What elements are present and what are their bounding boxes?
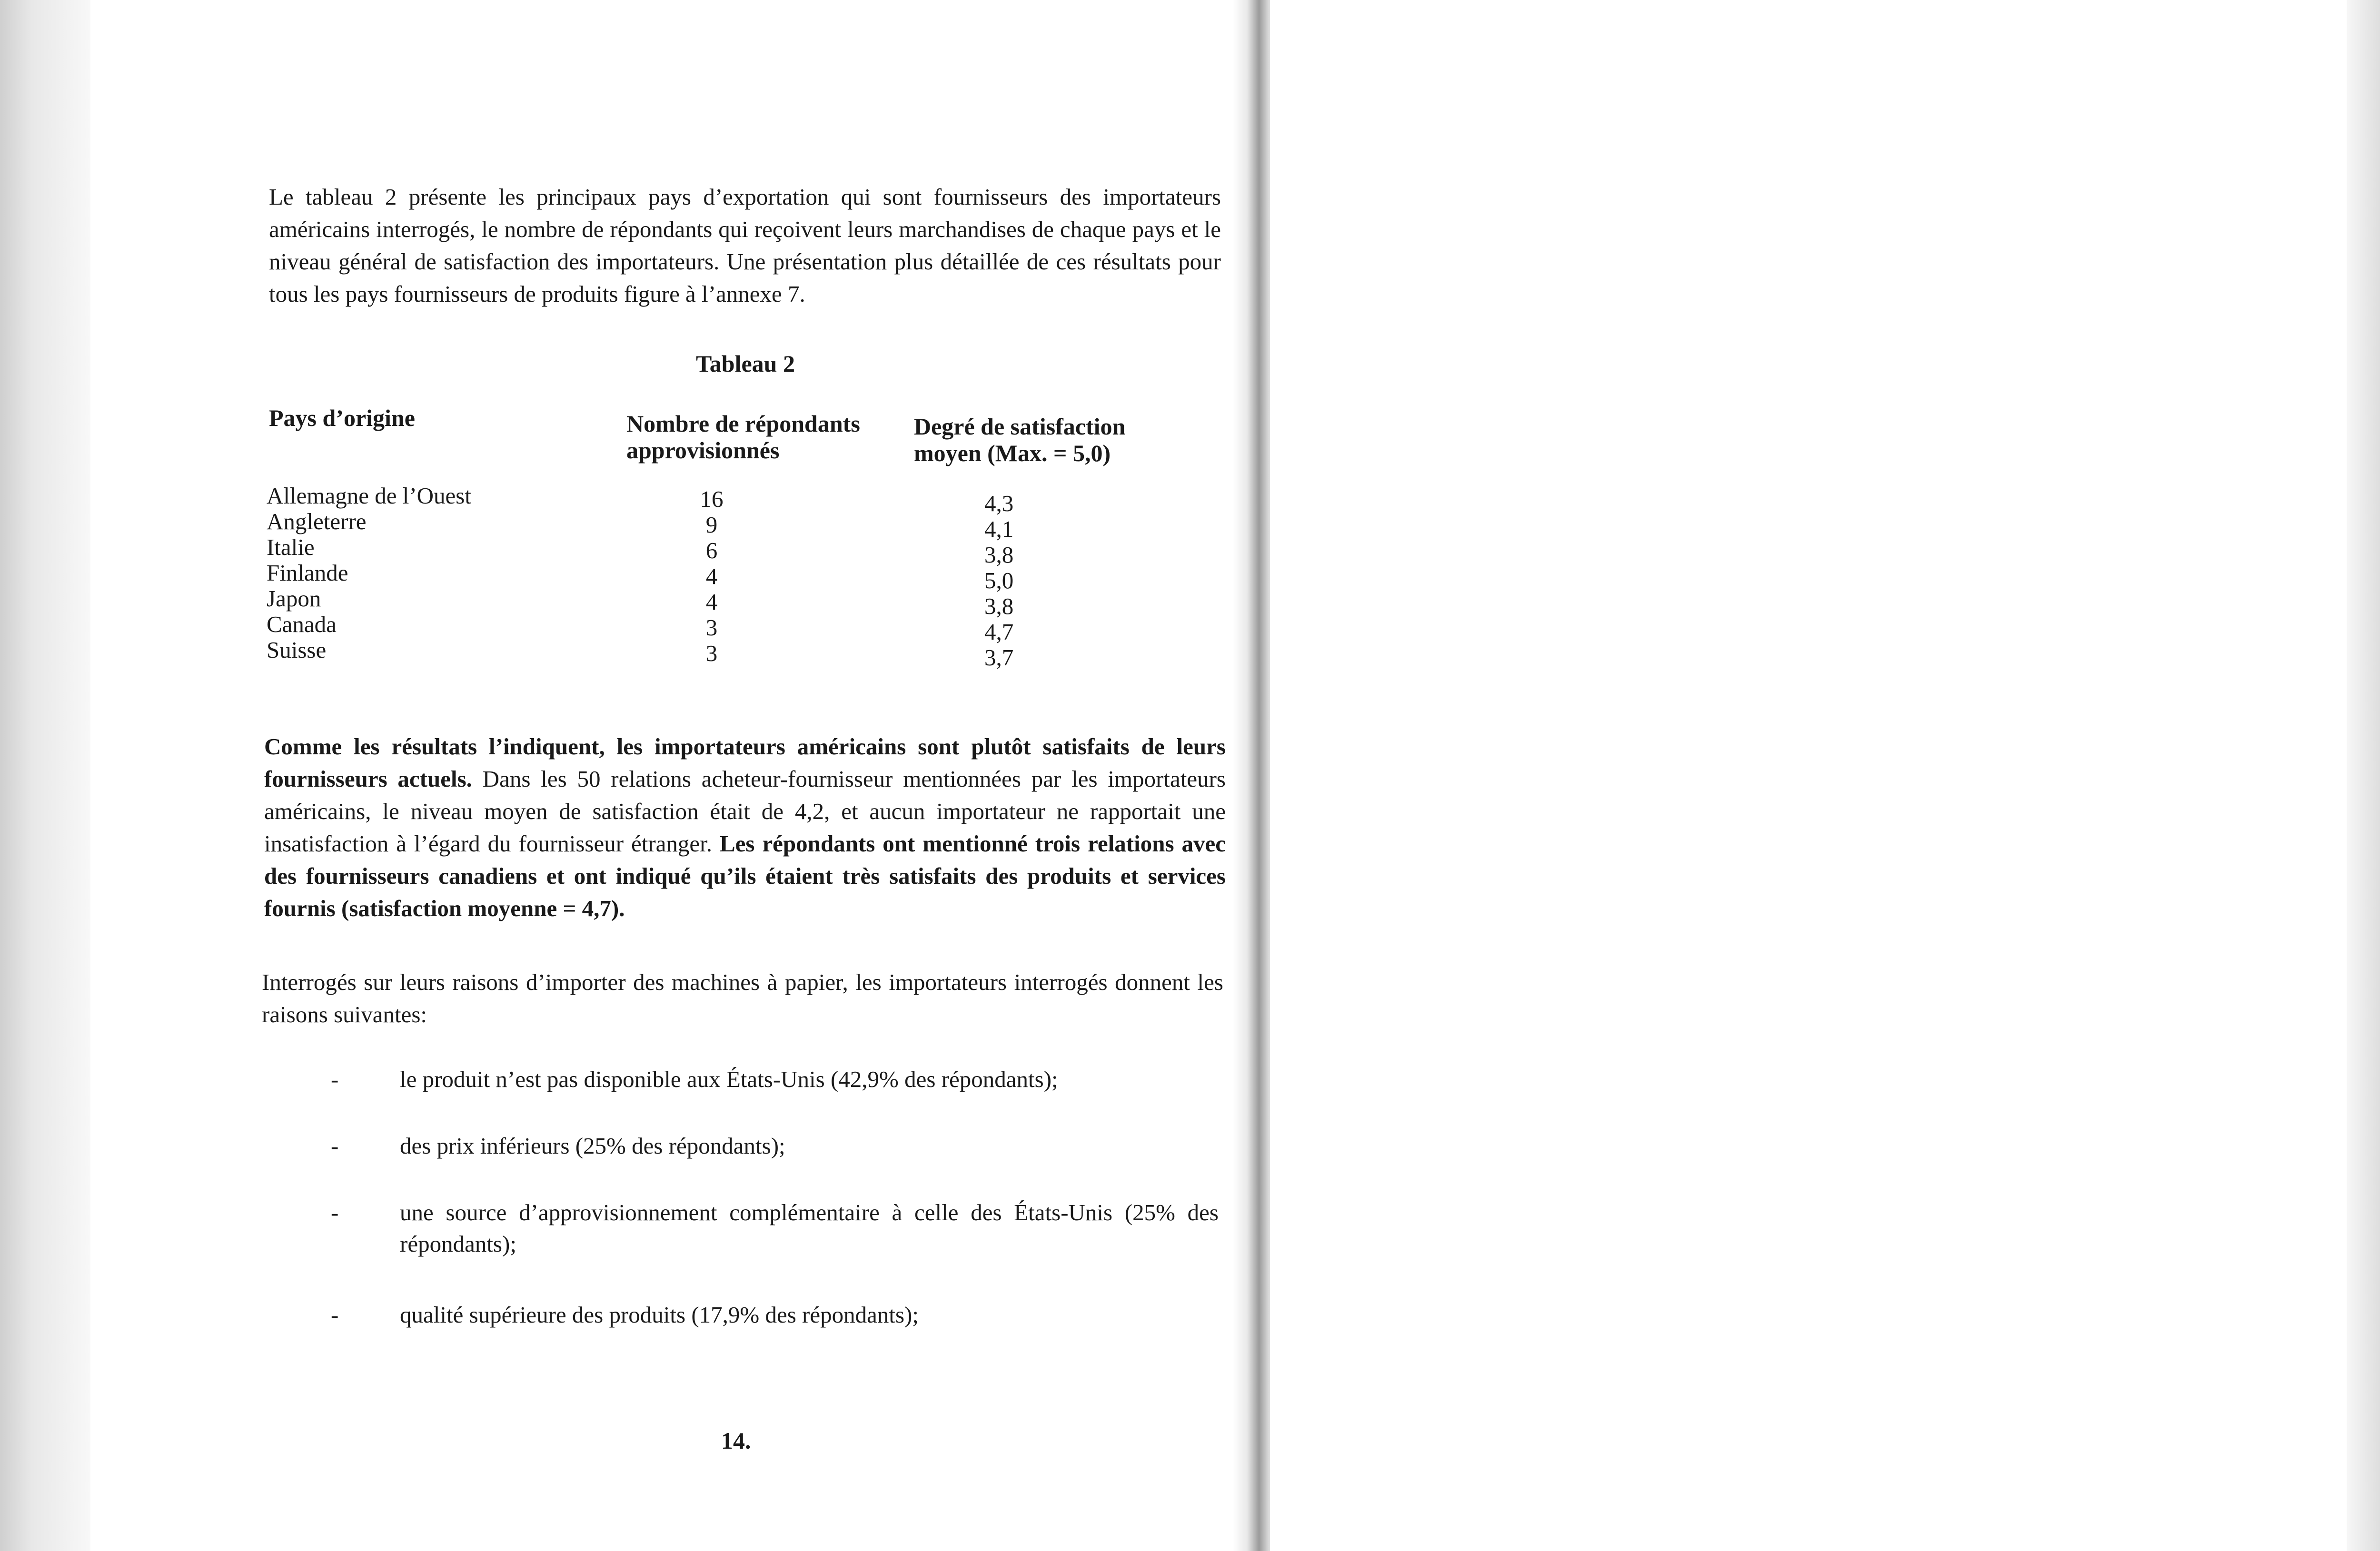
reasons-intro-paragraph: Interrogés sur leurs raisons d’importer des machines à papier, les importateurs interrogés donnent les raisons suivantes: [262, 969, 1223, 1027]
table-cell-country: Allemagne de l’Ouest [267, 483, 471, 509]
table-cell-satisfaction: 5,0 [984, 567, 1014, 593]
table-cell-count: 9 [705, 512, 718, 538]
table-title: Tableau 2 [696, 350, 795, 377]
table-cell-count: 6 [705, 537, 718, 563]
intro-paragraph: Le tableau 2 présente les principaux pays d’exportation qui sont fournisseurs des importateurs américains interrogés, le nombre de répondants qui reçoivent leurs marchandises de chaque pays et le niveau général de satisfaction des importateurs. Une présentation plus détaillée de ces résultats pour tous les pays fournisseurs de produits figure à l’annexe 7. [269, 184, 1221, 307]
table-cell-count: 4 [705, 563, 718, 589]
page-edge-shadow [0, 0, 90, 1551]
bullet-dash: - [331, 1199, 339, 1225]
table-cell-count: 3 [705, 640, 718, 666]
table-cell-satisfaction: 4,1 [984, 516, 1014, 542]
list-item-text: une source d’approvisionnement complémentaire à celle des États-Unis (25% des répondants); [400, 1199, 1219, 1257]
table-cell-country: Finlande [267, 560, 348, 586]
page-number: 14. [721, 1427, 751, 1454]
table-column-count [697, 486, 726, 666]
bullet-dash: - [331, 1066, 339, 1092]
table-cell-country: Canada [267, 611, 337, 637]
list-item-text: des prix inférieurs (25% des répondants); [400, 1133, 785, 1159]
results-bold-lead: Comme les résultats l’indiquent, les importateurs américains sont plutôt satisfaits de leurs fournisseurs actuels. [264, 733, 1226, 792]
table-column-country [267, 483, 471, 663]
results-body: Dans les 50 relations acheteur-fournisseur mentionnées par les importateurs américains, le niveau moyen de satisfaction était de 4,2, et aucun importateur ne rapportait une insatisfaction à l’égard du fournisseur étranger. [264, 766, 1226, 857]
table-cell-country: Italie [267, 534, 315, 560]
table-cell-country: Suisse [267, 637, 327, 663]
table-cell-count: 3 [705, 614, 718, 641]
bullet-dash: - [331, 1133, 339, 1159]
page-edge-shadow [2347, 0, 2380, 1551]
table-cell-count: 4 [705, 589, 718, 615]
list-item-text: le produit n’est pas disponible aux États-Unis (42,9% des répondants); [400, 1066, 1058, 1092]
results-paragraph [264, 731, 1226, 925]
table-cell-count: 16 [700, 486, 724, 512]
table-header-satisfaction: Degré de satisfaction moyen (Max. = 5,0) [914, 413, 1126, 466]
table-cell-satisfaction: 4,7 [984, 619, 1014, 645]
list-item-text: qualité supérieure des produits (17,9% des répondants); [400, 1302, 919, 1328]
results-bold-canada: Les répondants ont mentionné trois relations avec des fournisseurs canadiens et ont indiqué qu’ils étaient très satisfaits des produits et services fournis (satisfaction moyenne = 4,7). [264, 830, 1226, 921]
table-column-satisfaction [984, 491, 1013, 671]
table-header-country: Pays d’origine [269, 405, 415, 431]
table-header-count: Nombre de répondants approvisionnés [626, 410, 860, 464]
table-cell-satisfaction: 4,3 [984, 490, 1014, 516]
right-page [1270, 0, 2380, 1551]
bullet-dash: - [331, 1302, 339, 1328]
table-cell-country: Japon [267, 585, 321, 612]
table-cell-satisfaction: 3,7 [984, 644, 1014, 671]
table-cell-satisfaction: 3,8 [984, 542, 1014, 568]
table-cell-satisfaction: 3,8 [984, 593, 1014, 619]
table-cell-country: Angleterre [267, 508, 367, 534]
